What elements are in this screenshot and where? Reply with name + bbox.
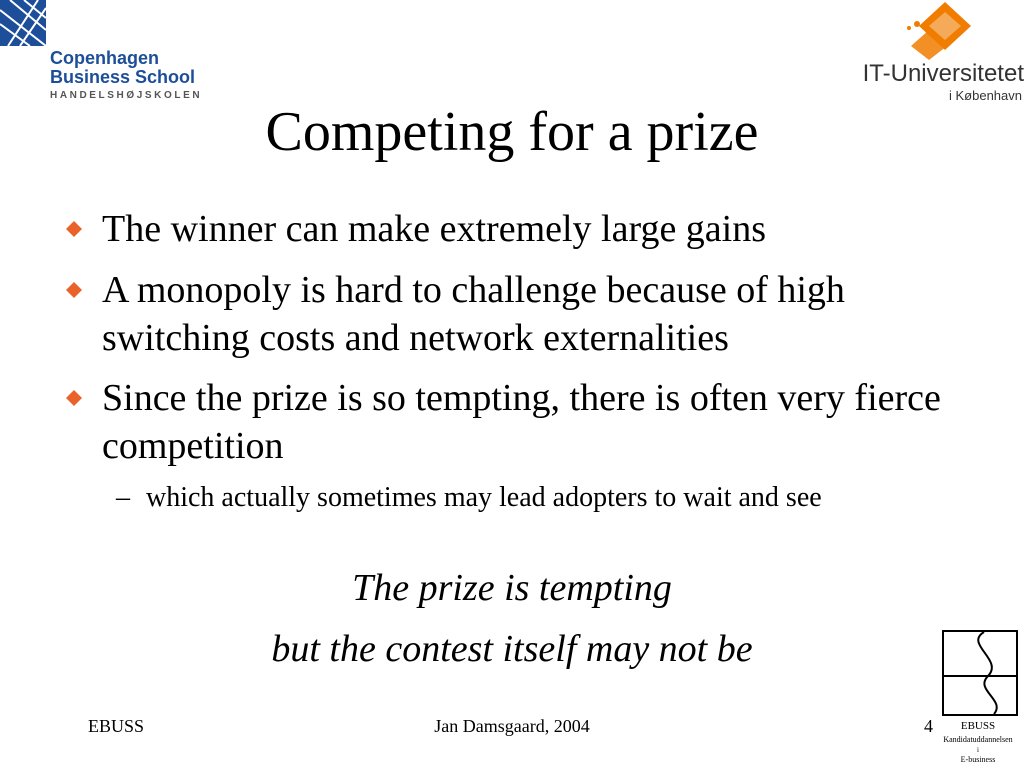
itu-logo-name: IT-Universitetet <box>862 60 1024 87</box>
footer-author-date: Jan Damsgaard, 2004 <box>434 716 590 736</box>
ebuss-logo-sub3: E-business <box>960 755 996 764</box>
diamond-bullet-icon <box>66 221 82 237</box>
footer-course: EBUSS <box>88 716 145 736</box>
bullet-item <box>66 374 966 470</box>
slide-number: 4 <box>924 716 933 736</box>
emphasis-line-2: but the contest itself may not be <box>271 628 753 670</box>
cbs-logo-line2: Business School <box>50 67 196 87</box>
bullet-text: A monopoly is hard to challenge because of high switching costs and network externalities <box>102 269 845 359</box>
sub-bullet-text: which actually sometimes may lead adopters to wait and see <box>146 482 822 513</box>
bullet-text: Since the prize is so tempting, there is often very fierce competition <box>102 377 941 467</box>
sub-bullet-dash: – <box>116 482 130 513</box>
sub-bullet-item <box>116 480 936 516</box>
bullet-text: The winner can make extremely large gains <box>102 208 767 250</box>
bullet-item <box>66 205 966 253</box>
ebuss-logo-name: EBUSS <box>960 720 996 732</box>
diamond-bullet-icon <box>66 390 82 406</box>
diamond-bullet-icon <box>66 282 82 298</box>
itu-logo-subtitle: i København <box>949 88 1022 103</box>
cbs-logo-line1: Copenhagen <box>50 48 160 68</box>
ebuss-logo-sub1: Kandidatuddannelsen <box>943 735 1013 744</box>
cbs-logo-icon <box>0 0 46 46</box>
cbs-logo-line3: HANDELSHØJSKOLEN <box>50 90 203 101</box>
ebuss-logo-sub2: i <box>977 746 979 754</box>
ebuss-wave-icon <box>942 630 1018 716</box>
bullet-item <box>66 266 966 362</box>
emphasis-line-1: The prize is tempting <box>352 567 672 609</box>
slide-title: Competing for a prize <box>265 101 759 163</box>
itu-diamond-icon <box>905 0 975 60</box>
